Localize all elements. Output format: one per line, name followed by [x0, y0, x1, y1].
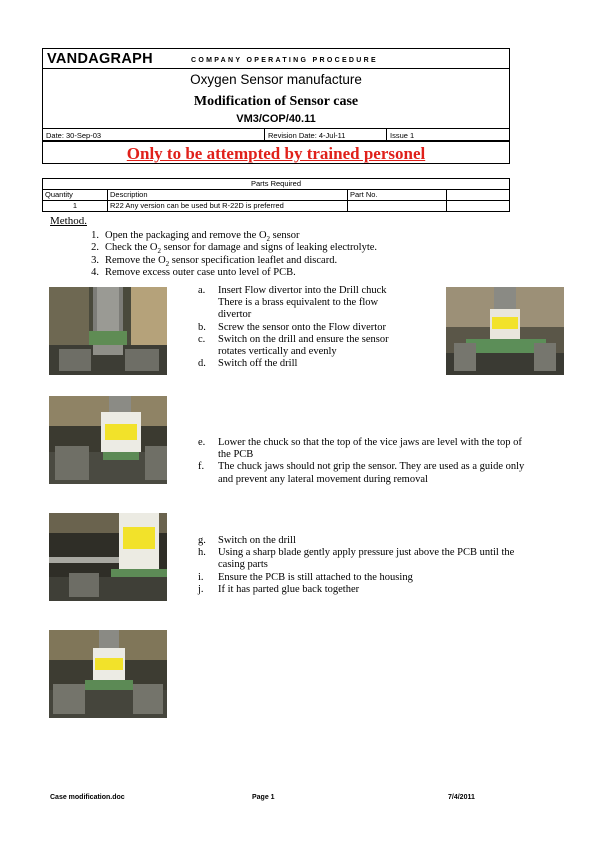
list-item-line: casing parts — [218, 559, 268, 571]
method-heading: Method. — [50, 215, 87, 227]
substeps-g-j — [198, 535, 568, 596]
cell-description: R22 Any version can be used but R-22D is preferred — [108, 201, 348, 212]
column-header-description: Description — [108, 190, 348, 201]
issue-cell: Issue 1 — [390, 131, 415, 140]
list-item-line: Switch on the drill and ensure the sensor — [218, 333, 389, 345]
list-item-line: Lower the chuck so that the top of the vice jaws are level with the top of — [218, 437, 522, 448]
list-item-line: Switch on the drill — [218, 535, 296, 546]
photo-blade-removing-casing — [49, 513, 167, 601]
method-steps — [85, 230, 505, 279]
list-item: g. Switch on the drill — [198, 535, 568, 547]
photo-sensor-on-divertor — [446, 287, 564, 375]
substeps-a-d — [198, 285, 428, 370]
document-title: Oxygen Sensor manufacture — [190, 72, 362, 87]
brand-name: VANDAGRAPH — [47, 51, 153, 67]
list-item: f. The chuck jaws should not grip the sensor. They are used as a guide only and prevent any lateral movement during removal — [198, 461, 568, 485]
list-item: 1. Open the packaging and remove the $O_2$ sensor — [91, 230, 300, 244]
list-item: 2. Check the $O_2$ sensor for damage and signs of leaking electrolyte. — [91, 242, 378, 256]
document-subtitle: Modification of Sensor case — [193, 94, 359, 109]
list-item-line: Using a sharp blade gently apply pressure just above the PCB until the — [218, 547, 515, 559]
footer-page-number: Page 1 — [252, 794, 275, 801]
list-item: d. Switch off the drill — [198, 358, 428, 370]
list-item: e. Lower the chuck so that the top of the vice jaws are level with the top of the PCB — [198, 437, 568, 461]
list-item-line: divertor — [218, 309, 252, 321]
footer-date: 7/4/2011 — [448, 794, 475, 801]
substeps-e-f — [198, 437, 568, 486]
date-cell: Date: 30-Sep-03 — [43, 129, 265, 142]
document-header — [42, 48, 510, 164]
list-item-line: Screw the sensor onto the Flow divertor — [218, 321, 386, 333]
header-warning-row — [43, 141, 509, 165]
list-item: 3. Remove the $O_2$ sensor specification leaflet and discard. — [91, 254, 338, 268]
list-item-line: Insert Flow divertor into the Drill chuck — [218, 285, 387, 296]
list-item: h. Using a sharp blade gently apply pressure just above the PCB until the casing parts — [198, 547, 568, 571]
list-item-line: If it has parted glue back together — [218, 583, 360, 595]
document-reference: VM3/COP/40.11 — [236, 113, 316, 125]
list-item-line: There is a brass equivalent to the flow — [218, 297, 379, 309]
procedure-label: COMPANY OPERATING PROCEDURE — [191, 57, 378, 64]
footer-filename: Case modification.doc — [50, 794, 125, 801]
trained-personnel-warning: Only to be attempted by trained personel — [126, 144, 426, 163]
photo-chuck-lowered-to-pcb — [49, 396, 167, 484]
list-item-line: and prevent any lateral movement during removal — [218, 473, 428, 485]
column-header-part-no: Part No. — [348, 190, 447, 201]
header-brand-row — [43, 49, 509, 69]
cell-quantity: 1 — [43, 201, 108, 212]
list-item-line: Ensure the PCB is still attached to the housing — [218, 571, 413, 583]
list-item-line: The chuck jaws should not grip the sensor. They are used as a guide only — [218, 461, 525, 473]
cell-part-no — [348, 201, 447, 212]
list-item: a. Insert Flow divertor into the Drill chuck There is a brass equivalent to the flow divertor — [198, 285, 428, 322]
photo-drill-chuck-divertor — [49, 287, 167, 375]
list-item: b. Screw the sensor onto the Flow divertor — [198, 322, 428, 334]
parts-table — [42, 178, 510, 212]
list-item: j. If it has parted glue back together — [198, 584, 568, 596]
revision-date-cell: Revision Date: 4-Jul-11 — [265, 129, 387, 142]
header-meta-row — [43, 128, 509, 141]
list-item-line: rotates vertically and evenly — [218, 346, 337, 358]
parts-table-caption: Parts Required — [43, 179, 510, 190]
cell-blank — [447, 201, 510, 212]
photo-finished-sensor-in-vice — [49, 630, 167, 718]
column-header-quantity: Quantity — [43, 190, 108, 201]
list-item-line: the PCB — [218, 449, 254, 461]
list-item: i. Ensure the PCB is still attached to the housing — [198, 572, 568, 584]
list-item: c. Switch on the drill and ensure the sensor rotates vertically and evenly — [198, 334, 428, 358]
parts-table-header — [43, 190, 510, 201]
table-row — [43, 201, 510, 212]
column-header-blank — [447, 190, 510, 201]
list-item: 4. Remove excess outer case unto level of PCB. — [91, 266, 296, 278]
list-item-line: Switch off the drill — [218, 358, 298, 370]
